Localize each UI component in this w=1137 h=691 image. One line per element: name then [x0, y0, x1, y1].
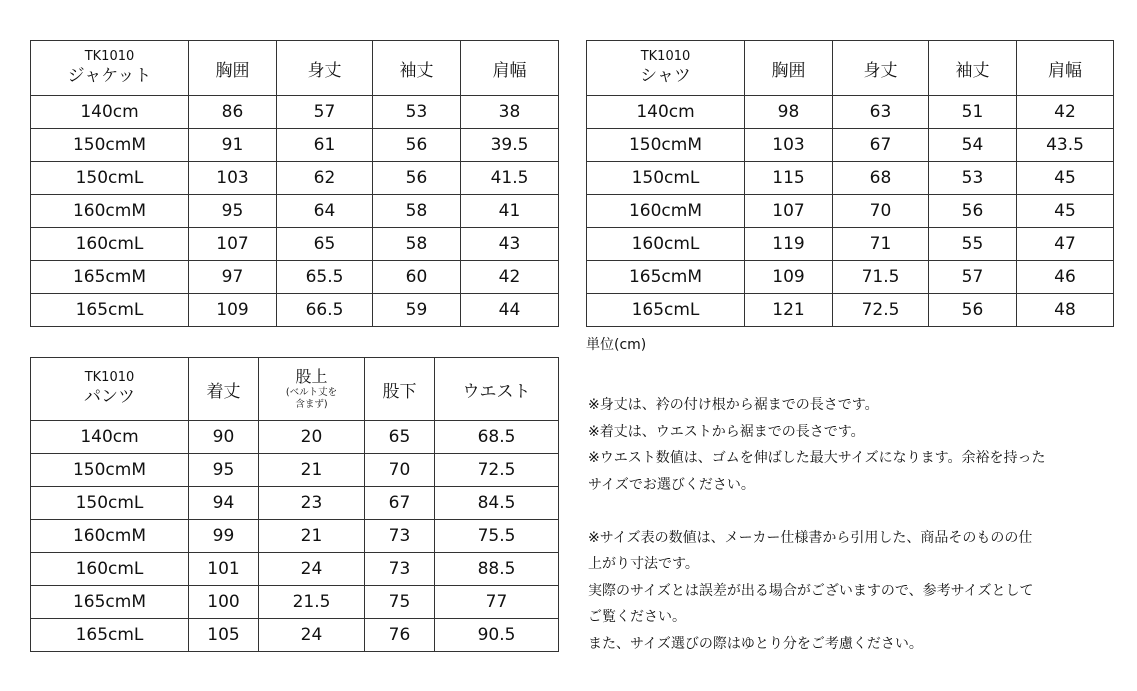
shirt-category: シャツ	[640, 66, 691, 86]
table-cell: 99	[189, 520, 259, 553]
note-line: ※着丈は、ウエストから裾までの長さです。	[588, 423, 865, 440]
column-header: 袖丈	[929, 41, 1017, 96]
size-label-cell: 150cmL	[587, 162, 745, 195]
table-row	[31, 228, 559, 261]
table-cell: 68.5	[435, 421, 559, 454]
pants-size-table	[30, 357, 559, 652]
table-cell: 65.5	[277, 261, 373, 294]
size-label-cell: 165cmM	[587, 261, 745, 294]
table-cell: 75.5	[435, 520, 559, 553]
table-row	[31, 195, 559, 228]
table-cell: 43	[461, 228, 559, 261]
table-cell: 121	[745, 294, 833, 327]
table-cell: 56	[373, 129, 461, 162]
table-cell: 55	[929, 228, 1017, 261]
size-label-cell: 150cmM	[587, 129, 745, 162]
table-cell: 61	[277, 129, 373, 162]
table-cell: 24	[259, 553, 365, 586]
table-cell: 109	[745, 261, 833, 294]
table-cell: 84.5	[435, 487, 559, 520]
table-cell: 86	[189, 96, 277, 129]
note-line: ※サイズ表の数値は、メーカー仕様書から引用した、商品そのものの仕	[588, 529, 1033, 546]
table-row	[587, 195, 1114, 228]
table-cell: 58	[373, 195, 461, 228]
table-cell: 21	[259, 520, 365, 553]
table-row	[31, 421, 559, 454]
table-cell: 45	[1017, 195, 1114, 228]
pants-model: TK1010	[84, 370, 135, 385]
table-row	[31, 96, 559, 129]
size-label-cell: 165cmL	[31, 294, 189, 327]
pants-header-row	[31, 358, 559, 421]
rise-note: 含まず)	[295, 399, 328, 410]
table-cell: 67	[365, 487, 435, 520]
size-label-cell: 150cmL	[31, 162, 189, 195]
table-row	[31, 586, 559, 619]
table-cell: 70	[365, 454, 435, 487]
jacket-title-cell	[31, 41, 189, 96]
table-cell: 41	[461, 195, 559, 228]
table-cell: 41.5	[461, 162, 559, 195]
column-header: 肩幅	[461, 41, 559, 96]
pants-title-cell	[31, 358, 189, 421]
column-header: 股下	[365, 358, 435, 421]
size-label-cell: 160cmL	[587, 228, 745, 261]
table-cell: 65	[365, 421, 435, 454]
size-label-cell: 160cmL	[31, 228, 189, 261]
table-row	[31, 261, 559, 294]
table-cell: 72.5	[833, 294, 929, 327]
column-header: ウエスト	[435, 358, 559, 421]
table-cell: 67	[833, 129, 929, 162]
table-cell: 53	[373, 96, 461, 129]
note-line: ※身丈は、衿の付け根から裾までの長さです。	[588, 397, 879, 413]
table-cell: 56	[929, 195, 1017, 228]
pants-category: パンツ	[84, 387, 135, 407]
table-cell: 97	[189, 261, 277, 294]
table-cell: 77	[435, 586, 559, 619]
table-cell: 115	[745, 162, 833, 195]
table-cell: 46	[1017, 261, 1114, 294]
table-row	[587, 294, 1114, 327]
table-cell: 98	[745, 96, 833, 129]
table-cell: 71.5	[833, 261, 929, 294]
table-row	[31, 294, 559, 327]
rise-note: (ベルト丈を	[285, 387, 338, 398]
column-header: 胸囲	[745, 41, 833, 96]
table-cell: 109	[189, 294, 277, 327]
table-cell: 48	[1017, 294, 1114, 327]
table-row	[587, 261, 1114, 294]
table-cell: 75	[365, 586, 435, 619]
table-row	[31, 553, 559, 586]
table-row	[31, 520, 559, 553]
column-header: 肩幅	[1017, 41, 1114, 96]
table-row	[31, 454, 559, 487]
size-label-cell: 165cmM	[31, 586, 189, 619]
size-label-cell: 160cmM	[31, 195, 189, 228]
table-cell: 42	[1017, 96, 1114, 129]
table-cell: 64	[277, 195, 373, 228]
note-line: サイズでお選びください。	[588, 476, 755, 493]
table-cell: 45	[1017, 162, 1114, 195]
note-line: 上がり寸法です。	[588, 556, 699, 572]
table-cell: 70	[833, 195, 929, 228]
table-cell: 43.5	[1017, 129, 1114, 162]
table-row	[31, 162, 559, 195]
table-cell: 95	[189, 454, 259, 487]
size-label-cell: 150cmL	[31, 487, 189, 520]
table-cell: 65	[277, 228, 373, 261]
table-cell: 88.5	[435, 553, 559, 586]
table-cell: 73	[365, 553, 435, 586]
notes-spacer	[588, 498, 1118, 525]
table-row	[587, 129, 1114, 162]
table-cell: 62	[277, 162, 373, 195]
table-cell: 90	[189, 421, 259, 454]
table-cell: 63	[833, 96, 929, 129]
table-cell: 100	[189, 586, 259, 619]
jacket-header-row	[31, 41, 559, 96]
jacket-model: TK1010	[84, 49, 135, 64]
table-cell: 38	[461, 96, 559, 129]
table-cell: 20	[259, 421, 365, 454]
size-label-cell: 165cmM	[31, 261, 189, 294]
table-row	[587, 96, 1114, 129]
size-label-cell: 165cmL	[587, 294, 745, 327]
column-header-rise	[259, 358, 365, 421]
table-row	[587, 162, 1114, 195]
size-label-cell: 140cm	[31, 96, 189, 129]
table-cell: 90.5	[435, 619, 559, 652]
size-label-cell: 150cmM	[31, 454, 189, 487]
table-row	[31, 619, 559, 652]
table-cell: 94	[189, 487, 259, 520]
table-cell: 58	[373, 228, 461, 261]
size-label-cell: 150cmM	[31, 129, 189, 162]
table-cell: 103	[745, 129, 833, 162]
shirt-size-table	[586, 40, 1114, 327]
column-header: 胸囲	[189, 41, 277, 96]
table-cell: 107	[189, 228, 277, 261]
column-header: 着丈	[189, 358, 259, 421]
table-cell: 105	[189, 619, 259, 652]
size-label-cell: 165cmL	[31, 619, 189, 652]
table-cell: 71	[833, 228, 929, 261]
table-cell: 68	[833, 162, 929, 195]
notes-block	[588, 392, 1118, 657]
shirt-title-cell	[587, 41, 745, 96]
size-label-cell: 160cmM	[31, 520, 189, 553]
table-cell: 91	[189, 129, 277, 162]
shirt-header-row	[587, 41, 1114, 96]
rise-label: 股上	[295, 367, 328, 386]
note-line: また、サイズ選びの際はゆとり分をご考慮ください。	[588, 635, 923, 652]
table-row	[31, 129, 559, 162]
unit-label: 単位(cm)	[586, 337, 647, 353]
table-cell: 72.5	[435, 454, 559, 487]
shirt-model: TK1010	[640, 49, 691, 64]
table-cell: 56	[373, 162, 461, 195]
table-cell: 119	[745, 228, 833, 261]
table-cell: 59	[373, 294, 461, 327]
table-cell: 57	[277, 96, 373, 129]
table-cell: 101	[189, 553, 259, 586]
table-cell: 47	[1017, 228, 1114, 261]
table-cell: 95	[189, 195, 277, 228]
table-cell: 57	[929, 261, 1017, 294]
table-cell: 76	[365, 619, 435, 652]
table-cell: 73	[365, 520, 435, 553]
table-cell: 56	[929, 294, 1017, 327]
size-label-cell: 140cm	[31, 421, 189, 454]
note-line: 実際のサイズとは誤差が出る場合がございますので、参考サイズとして	[588, 582, 1034, 599]
table-cell: 44	[461, 294, 559, 327]
jacket-category: ジャケット	[67, 66, 152, 86]
table-cell: 107	[745, 195, 833, 228]
table-cell: 103	[189, 162, 277, 195]
column-header: 身丈	[833, 41, 929, 96]
column-header: 身丈	[277, 41, 373, 96]
table-cell: 54	[929, 129, 1017, 162]
note-line: ご覧ください。	[588, 609, 686, 625]
table-row	[587, 228, 1114, 261]
table-cell: 66.5	[277, 294, 373, 327]
table-cell: 42	[461, 261, 559, 294]
jacket-size-table	[30, 40, 559, 327]
table-cell: 39.5	[461, 129, 559, 162]
table-cell: 21	[259, 454, 365, 487]
table-cell: 53	[929, 162, 1017, 195]
column-header: 袖丈	[373, 41, 461, 96]
table-cell: 23	[259, 487, 365, 520]
size-label-cell: 140cm	[587, 96, 745, 129]
table-cell: 51	[929, 96, 1017, 129]
table-cell: 21.5	[259, 586, 365, 619]
size-label-cell: 160cmM	[587, 195, 745, 228]
size-label-cell: 160cmL	[31, 553, 189, 586]
table-cell: 60	[373, 261, 461, 294]
table-row	[31, 487, 559, 520]
table-cell: 24	[259, 619, 365, 652]
note-line: ※ウエスト数値は、ゴムを伸ばした最大サイズになります。余裕を持った	[588, 450, 1046, 466]
